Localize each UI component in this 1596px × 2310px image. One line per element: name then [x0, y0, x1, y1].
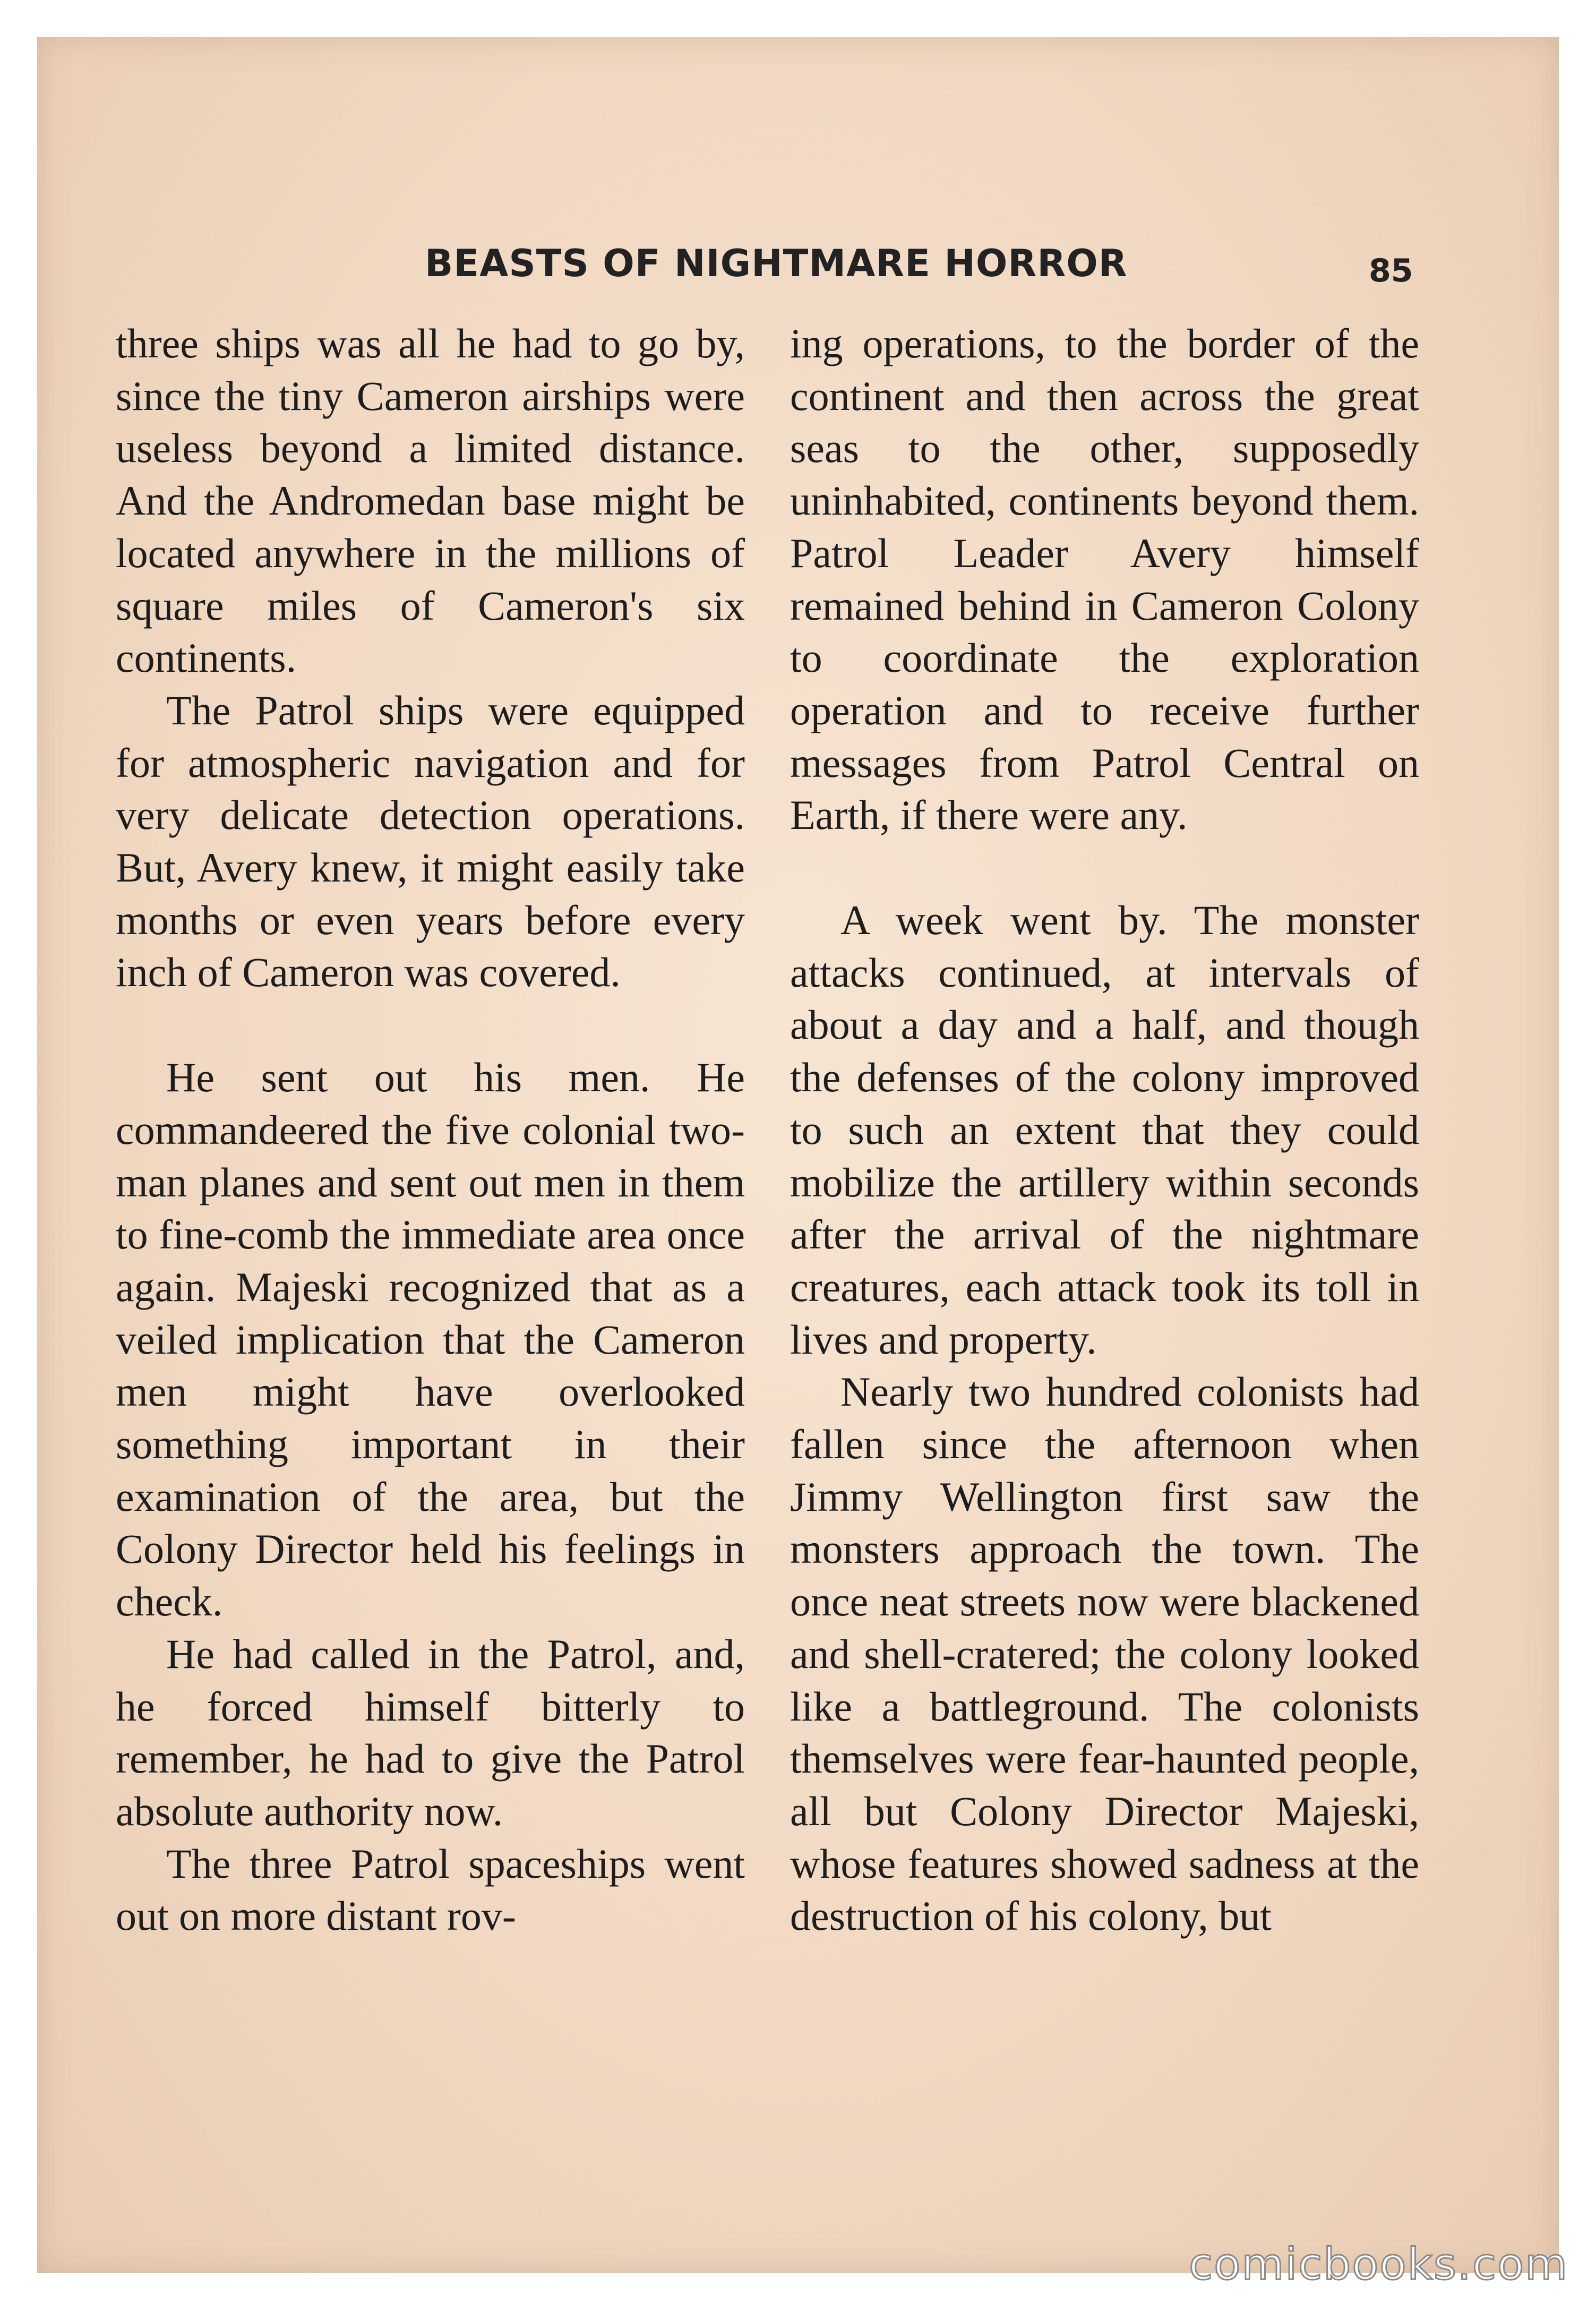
paragraph: Nearly two hundred colonists had fallen since the afternoon when Jimmy Wellington first saw the monsters approach the town. The once neat streets now were blackened and shell-cratered; the colony looked like a battleground. The colonists themselves were fear-haunted people, all but Colony Director Majeski, whose features showed sadness at the destruction of his colony, but — [790, 1368, 1419, 1939]
paragraph: He sent out his men. He commandeered the five colonial two-man planes and sent out men in them to fine-comb the immediate area once again. Majeski recognized that as a veiled implication that the Cameron men might have overlooked something important in their examination of the area, but the Colony Director held his feelings in check. — [116, 1054, 745, 1625]
paragraph: three ships was all he had to go by, since the tiny Cameron airships were useless beyond a limited distance. And the Andromedan base might be located anywhere in the millions of square miles of Cameron's six continents. — [116, 320, 745, 681]
paragraph: He had called in the Patrol, and, he forced himself bitterly to remember, he had to give the Patrol absolute authority now. — [116, 1630, 745, 1834]
paragraph: The Patrol ships were equipped for atmospheric navigation and for very delicate detection operations. But, Avery knew, it might easily take months or even years before every inch of Cameron was covered. — [116, 687, 745, 996]
right-text-column — [790, 318, 1419, 1943]
paragraph: The three Patrol spaceships went out on more distant rov- — [116, 1840, 745, 1939]
watermark-logo: comicbooks.com — [1189, 2239, 1568, 2290]
running-header-title: BEASTS OF NIGHTMARE HORROR — [425, 242, 1128, 285]
paragraph: ing operations, to the border of the continent and then across the great seas to the other, supposedly uninhabited, continents beyond them. Patrol Leader Avery himself remained behind in Cameron Colony to coordinate the exploration operation and to receive further messages from Patrol Central on Earth, if there were any. — [790, 320, 1419, 839]
left-text-column — [116, 318, 745, 1943]
page-number: 85 — [1369, 252, 1413, 289]
paragraph: A week went by. The monster attacks continued, at intervals of about a day and a half, and though the defenses of the colony improved to such an extent that they could mobilize the artillery within seconds after the arrival of the nightmare creatures, each attack took its toll in lives and property. — [790, 897, 1419, 1363]
